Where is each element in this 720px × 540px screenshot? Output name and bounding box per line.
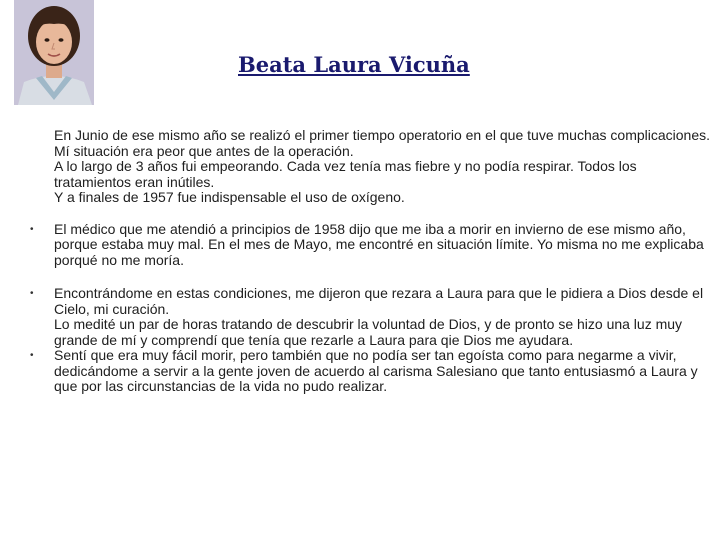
paragraph-line: El médico que me atendió a principios de 1958 dijo que me iba a morir en invierno de ese mismo año, porque estaba muy mal. En el mes de Mayo, me encontré en situación límite. Yo misma no me explicaba porqué no me moría. [54, 220, 704, 268]
page-title: Beata Laura Vicuña [238, 52, 470, 77]
paragraph-2 [30, 220, 714, 269]
bullet-icon: • [30, 223, 34, 235]
paragraph-line: A lo largo de 3 años fui empeorando. Cada vez tenía mas fiebre y no podía respirar. Todos los tratamientos eran inútiles. [54, 158, 637, 190]
paragraph-4 [30, 347, 714, 395]
paragraph-line: En Junio de ese mismo año se realizó el primer tiempo operatorio en el que tuve muchas complicaciones. Mí situación era peor que antes de la operación. [54, 127, 711, 159]
paragraph-line: Y a finales de 1957 fue indispensable el uso de oxígeno. [54, 189, 405, 205]
paragraph-line: Sentí que era muy fácil morir, pero también que no podía ser tan egoísta como para negarme a vivir, dedicándome a servir a la gente joven de acuerdo al carisma Salesiano que tanto entusiasmó a Laura y que por las circunstancias de la vida no pudo realizar. [54, 347, 698, 394]
portrait-illustration [14, 0, 94, 105]
paragraph-3 [30, 285, 714, 348]
bullet-icon: • [30, 350, 34, 361]
paragraph-1 [54, 128, 714, 206]
portrait-photo [14, 0, 94, 105]
paragraph-line: Lo medité un par de horas tratando de descubrir la voluntad de Dios, y de pronto se hizo una luz muy grande de mí y comprendí que tenía que rezarle a Laura para qie Dios me ayudara. [54, 316, 683, 348]
body-text [30, 127, 714, 395]
bullet-icon: • [30, 288, 34, 299]
paragraph-line: Encontrándome en estas condiciones, me dijeron que rezara a Laura para que le pidiera a Dios desde el Cielo, mi curación. [54, 285, 704, 317]
